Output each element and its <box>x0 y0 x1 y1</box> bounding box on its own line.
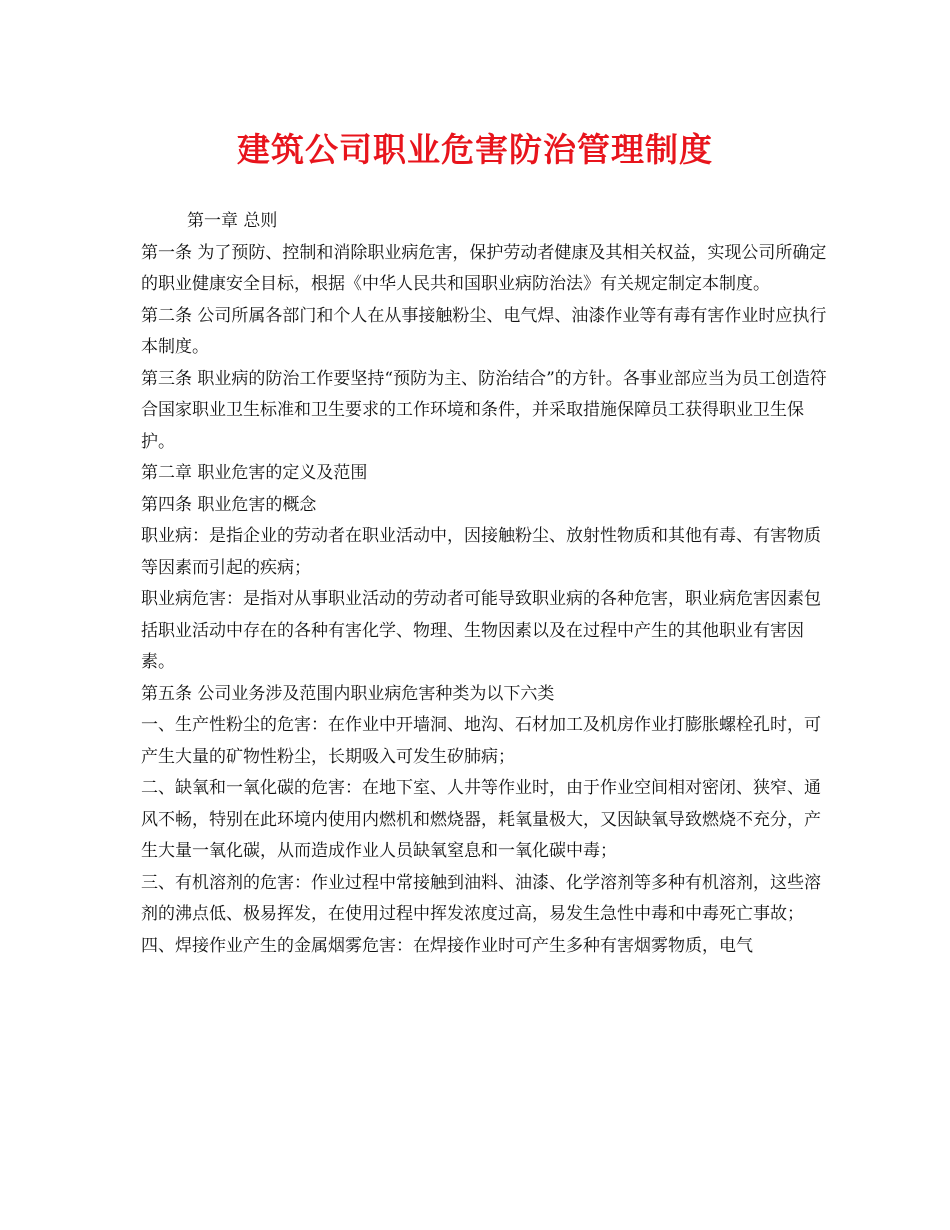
article-paragraph: 第四条 职业危害的概念 <box>141 494 317 515</box>
list-item: 一、生产性粉尘的危害：在作业中开墙洞、地沟、石材加工及机房作业打膨胀螺栓孔时，可产生大量的矿物性粉尘，长期吸入可发生矽肺病； <box>141 715 821 767</box>
article-paragraph: 第三条 职业病的防治工作要坚持“预防为主、防治结合”的方针。各事业部应当为员工创造符合国家职业卫生标准和卫生要求的工作环境和条件，并采取措施保障员工获得职业卫生保护。 <box>141 368 827 452</box>
list-item: 四、焊接作业产生的金属烟雾危害：在焊接作业时可产生多种有害烟雾物质，电气 <box>141 935 753 956</box>
article-paragraph: 第五条 公司业务涉及范围内职业病危害种类为以下六类 <box>141 683 555 704</box>
chapter-heading: 第二章 职业危害的定义及范围 <box>141 463 368 483</box>
list-item: 三、有机溶剂的危害：作业过程中常接触到油料、油漆、化学溶剂等多种有机溶剂，这些溶剂的沸点低、极易挥发，在使用过程中挥发浓度过高，易发生急性中毒和中毒死亡事故； <box>141 872 821 924</box>
article-paragraph: 第二条 公司所属各部门和个人在从事接触粉尘、电气焊、油漆作业等有毒有害作业时应执行本制度。 <box>141 305 827 357</box>
chapter-heading: 第一章 总则 <box>187 211 278 231</box>
article-paragraph: 第一条 为了预防、控制和消除职业病危害，保护劳动者健康及其相关权益，实现公司所确定的职业健康安全目标，根据《中华人民共和国职业病防治法》有关规定制定本制度。 <box>141 242 827 294</box>
list-item: 二、缺氧和一氧化碳的危害：在地下室、人井等作业时，由于作业空间相对密闭、狭窄、通风不畅，特别在此环境内使用内燃机和燃烧器，耗氧量极大，又因缺氧导致燃烧不充分，产生大量一氧化碳，从而造成作业人员缺氧窒息和一氧化碳中毒； <box>141 778 821 861</box>
definition-paragraph: 职业病：是指企业的劳动者在职业活动中，因接触粉尘、放射性物质和其他有毒、有害物质等因素而引起的疾病； <box>141 526 821 578</box>
document-body <box>141 206 831 962</box>
document-title: 建筑公司职业危害防治管理制度 <box>237 130 713 169</box>
definition-paragraph: 职业病危害：是指对从事职业活动的劳动者可能导致职业病的各种危害，职业病危害因素包括职业活动中存在的各种有害化学、物理、生物因素以及在过程中产生的其他职业有害因素。 <box>141 589 821 672</box>
